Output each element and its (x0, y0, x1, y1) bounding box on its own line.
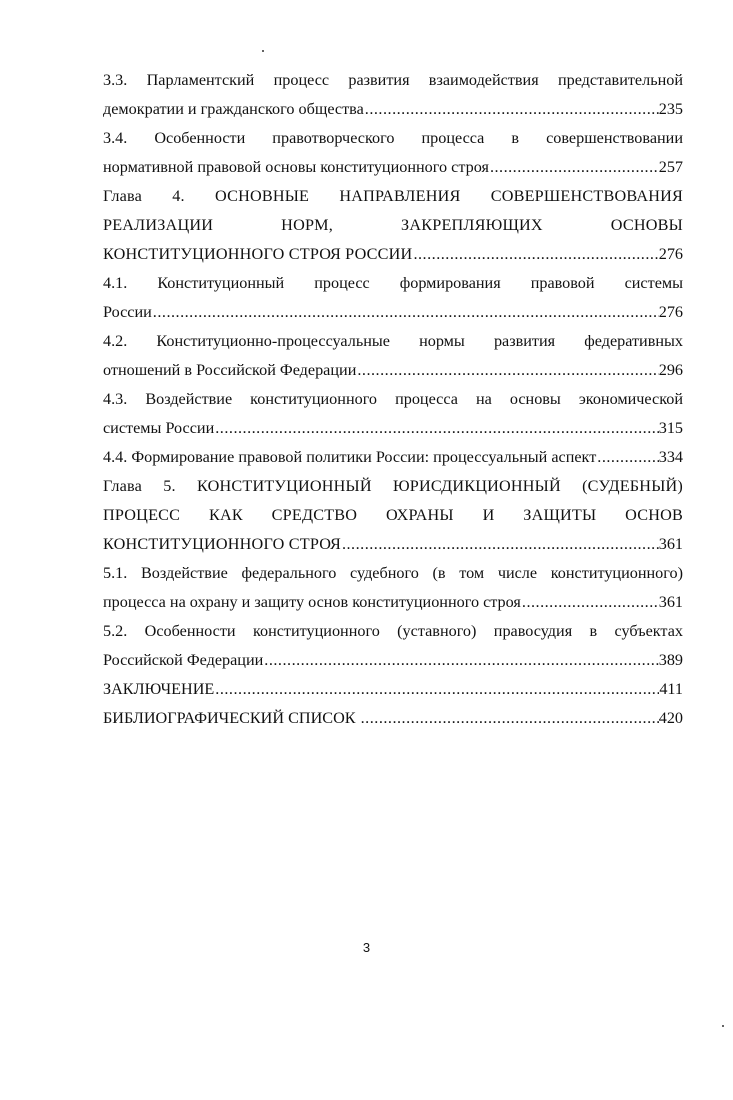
dot-leader (360, 704, 659, 733)
toc-entry-conclusion[interactable] (103, 675, 683, 704)
toc-entry-title-line: системы России (103, 419, 215, 437)
toc-entry-title-line: 4.3. Воздействие конституционного процесса на основы экономической (103, 390, 683, 408)
toc-entry-title-line: демократии и гражданского общества (103, 100, 364, 118)
toc-entry-4-1[interactable] (103, 269, 683, 327)
toc-entry-5-2[interactable] (103, 617, 683, 675)
dot-leader (341, 530, 659, 559)
toc-entry-3-4[interactable] (103, 124, 683, 182)
dot-leader (596, 443, 658, 472)
toc-entry-4-4[interactable] (103, 443, 683, 472)
toc-entry-last-line (103, 443, 683, 472)
toc-entry-title-line: 5.2. Особенности конституционного (уставного) правосудия в субъектах (103, 622, 683, 640)
toc-entry-title-line: 4.1. Конституционный процесс формирования правовой системы (103, 274, 683, 292)
toc-entry-bibliography[interactable] (103, 704, 683, 733)
toc-page-number: 276 (658, 303, 683, 321)
toc-entry-title-line: 4.2. Конституционно-процессуальные нормы развития федеративных (103, 332, 683, 350)
toc-entry-title-line: КОНСТИТУЦИОННОГО СТРОЯ РОССИИ (103, 245, 413, 263)
toc-entry-title-line: БИБЛИОГРАФИЧЕСКИЙ СПИСОК (103, 709, 360, 727)
toc-entry-title-line: нормативной правовой основы конституционного строя (103, 158, 489, 176)
toc-entry-title-line: отношений в Российской Федерации (103, 361, 357, 379)
toc-page-number: 411 (659, 680, 683, 698)
dot-leader (263, 646, 658, 675)
toc-page-number: 235 (658, 100, 683, 118)
toc-page-number: 257 (658, 158, 683, 176)
toc-entry-title-line: 5.1. Воздействие федерального судебного (в том числе конституционного) (103, 564, 683, 582)
toc-entry-3-3[interactable] (103, 66, 683, 124)
dot-leader (214, 675, 659, 704)
toc-page-number: 420 (658, 709, 683, 727)
toc-entry-title-line: Российской Федерации (103, 651, 264, 669)
toc-entry-title-line: 4.4. Формирование правовой политики России: процессуальный аспект (103, 448, 597, 466)
toc-entry-last-line (103, 588, 683, 617)
toc-entry-4-3[interactable] (103, 385, 683, 443)
toc-entry-title-line: Глава 4. ОСНОВНЫЕ НАПРАВЛЕНИЯ СОВЕРШЕНСТВОВАНИЯ (103, 187, 683, 205)
toc-entry-title-line: ПРОЦЕСС КАК СРЕДСТВО ОХРАНЫ И ЗАЩИТЫ ОСНОВ (103, 506, 683, 524)
toc-page-number: 361 (658, 535, 683, 553)
toc-chapter-5[interactable] (103, 472, 683, 559)
dot-leader (364, 95, 659, 124)
toc-entry-last-line (103, 298, 683, 327)
toc-entry-last-line (103, 704, 683, 733)
scan-speck (262, 50, 264, 52)
toc-entry-title-line: 3.3. Парламентский процесс развития взаимодействия представительной (103, 71, 683, 89)
scan-speck (722, 1025, 724, 1027)
toc-entry-5-1[interactable] (103, 559, 683, 617)
toc-entry-last-line (103, 675, 683, 704)
toc-entry-title-line: России (103, 303, 152, 321)
toc-entry-title-line: процесса на охрану и защиту основ конституционного строя (103, 593, 521, 611)
dot-leader (214, 414, 658, 443)
dot-leader (152, 298, 659, 327)
toc-chapter-4[interactable] (103, 182, 683, 269)
toc-entry-last-line (103, 356, 683, 385)
toc-page-number: 296 (658, 361, 683, 379)
toc-entry-last-line (103, 530, 683, 559)
table-of-contents (103, 66, 683, 733)
toc-entry-title-line: 3.4. Особенности правотворческого процесса в совершенствовании (103, 129, 683, 147)
dot-leader (356, 356, 658, 385)
toc-page-number: 361 (658, 593, 683, 611)
toc-page-number: 334 (658, 448, 683, 466)
toc-page-number: 315 (658, 419, 683, 437)
toc-page-number: 389 (658, 651, 683, 669)
dot-leader (412, 240, 658, 269)
toc-entry-last-line (103, 153, 683, 182)
toc-entry-title-line: Глава 5. КОНСТИТУЦИОННЫЙ ЮРИСДИКЦИОННЫЙ (СУДЕБНЫЙ) (103, 477, 683, 495)
toc-entry-title-line: ЗАКЛЮЧЕНИЕ (103, 680, 215, 698)
toc-entry-title-line: РЕАЛИЗАЦИИ НОРМ, ЗАКРЕПЛЯЮЩИХ ОСНОВЫ (103, 216, 683, 234)
dot-leader (521, 588, 659, 617)
toc-entry-last-line (103, 95, 683, 124)
toc-entry-title-line: КОНСТИТУЦИОННОГО СТРОЯ (103, 535, 341, 553)
dot-leader (489, 153, 659, 182)
page-number: 3 (362, 940, 371, 955)
toc-entry-4-2[interactable] (103, 327, 683, 385)
toc-entry-last-line (103, 240, 683, 269)
toc-entry-last-line (103, 414, 683, 443)
toc-page-number: 276 (658, 245, 683, 263)
toc-entry-last-line (103, 646, 683, 675)
